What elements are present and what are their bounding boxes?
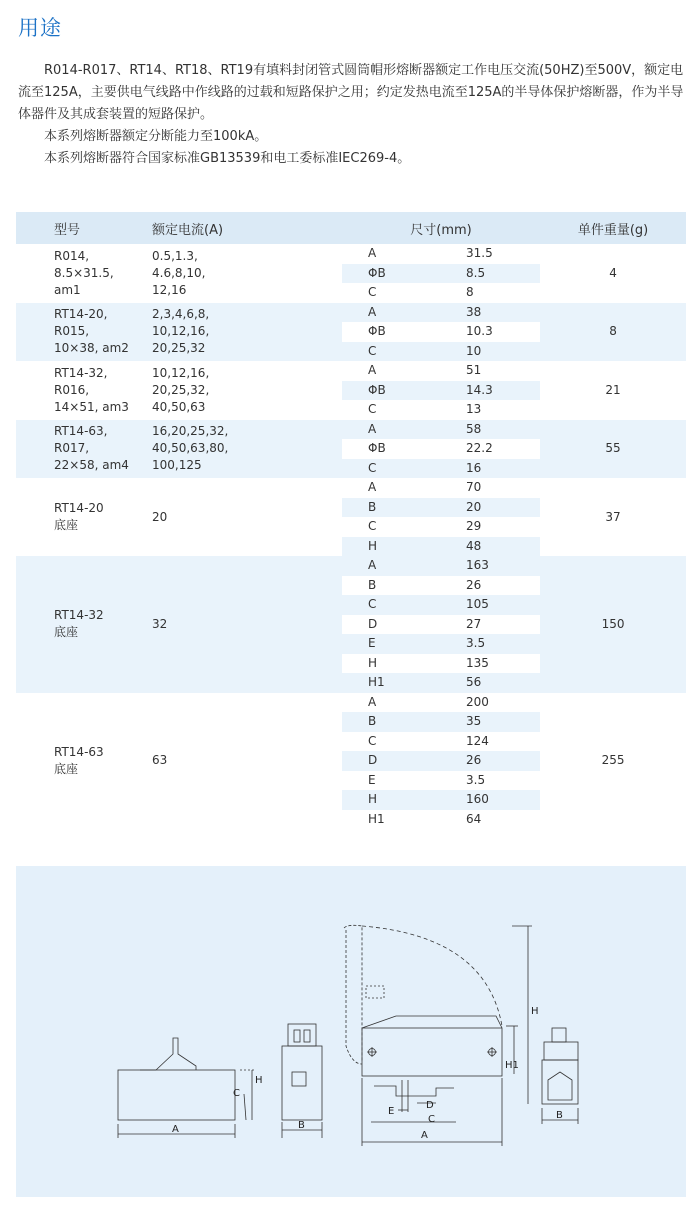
model-line: RT14-32: [54, 608, 104, 623]
current-line: 10,12,16,: [152, 324, 210, 339]
current-cell: [130, 693, 342, 830]
current-cell: [130, 478, 342, 556]
dim-label-cell: A: [342, 556, 438, 576]
current-line: 40,50,63: [152, 399, 206, 414]
dim-label-b-large: B: [556, 1110, 563, 1121]
spec-group: [16, 361, 686, 420]
current-cell: [130, 244, 342, 303]
dim-label-cell: A: [342, 361, 438, 381]
dim-label-cell: ΦB: [342, 322, 438, 342]
model-line: 底座: [54, 625, 79, 640]
spec-group: [16, 478, 686, 556]
current-line: 10,12,16,: [152, 365, 210, 380]
dim-value-cell: 200: [438, 693, 540, 713]
dim-label-cell: E: [342, 771, 438, 791]
table-row: [16, 478, 686, 498]
dim-value-cell: 48: [438, 537, 540, 557]
dim-value-cell: 14.3: [438, 381, 540, 401]
spec-group: [16, 420, 686, 479]
dim-value-cell: 163: [438, 556, 540, 576]
model-cell: [16, 244, 130, 303]
dim-value-cell: 16: [438, 459, 540, 479]
model-line: RT14-20: [54, 501, 104, 515]
current-line: 20: [152, 509, 168, 524]
table-row: [16, 556, 686, 576]
weight-cell: 4: [609, 265, 617, 280]
current-cell: [130, 420, 342, 479]
dim-value-cell: 3.5: [438, 634, 540, 654]
dim-value-cell: 26: [438, 576, 540, 596]
model-line: 10×38, am2: [54, 341, 129, 356]
table-header-row: [16, 212, 686, 244]
dim-value-cell: 70: [438, 478, 540, 498]
weight-cell: 150: [540, 556, 686, 693]
dim-value-cell: 35: [438, 712, 540, 732]
dim-label-h1: H1: [505, 1060, 519, 1071]
dim-value-cell: 38: [438, 303, 540, 323]
dim-label-h: H: [255, 1075, 263, 1086]
model-cell: [16, 693, 130, 830]
table-row: [16, 303, 686, 323]
table-row: [16, 420, 686, 440]
table-row: [16, 693, 686, 713]
model-cell: [16, 478, 130, 556]
dim-label-cell: A: [342, 693, 438, 713]
dim-label-d: D: [426, 1100, 434, 1111]
current-line: 20,25,32,: [152, 382, 210, 397]
dim-value-cell: 56: [438, 673, 540, 693]
dim-value-cell: 8: [438, 283, 540, 303]
dim-label-cell: A: [342, 244, 438, 264]
base-large-front-view: [344, 925, 539, 1146]
dim-label-c-large: C: [428, 1114, 435, 1125]
dim-label-cell: E: [342, 634, 438, 654]
dim-value-cell: 58: [438, 420, 540, 440]
dim-value-cell: 124: [438, 732, 540, 752]
section-title: 用途: [18, 16, 62, 40]
model-line: RT14-63: [54, 744, 104, 759]
model-line: R014,: [54, 248, 90, 263]
model-line: 8.5×31.5,: [54, 265, 114, 280]
model-line: am1: [54, 282, 81, 297]
model-line: R016,: [54, 382, 90, 397]
dim-label-a-large: A: [421, 1130, 428, 1141]
current-line: 20,25,32: [152, 341, 206, 356]
dim-label-cell: H: [342, 790, 438, 810]
dim-label-cell: B: [342, 576, 438, 596]
dim-value-cell: 31.5: [438, 244, 540, 264]
dim-label-cell: H1: [342, 810, 438, 830]
model-line: 底座: [54, 761, 79, 776]
dim-value-cell: 10.3: [438, 322, 540, 342]
model-line: 14×51, am3: [54, 399, 129, 414]
dim-label-cell: ΦB: [342, 381, 438, 401]
dim-label-cell: C: [342, 342, 438, 362]
current-line: 32: [152, 616, 168, 631]
current-cell: [130, 361, 342, 420]
header-current: 额定电流(A): [130, 212, 342, 244]
dim-label-h-large: H: [531, 1006, 539, 1017]
dim-label-cell: B: [342, 712, 438, 732]
header-weight: 单件重量(g): [540, 212, 686, 244]
intro-paragraph: 本系列熔断器额定分断能力至100kA。: [44, 129, 268, 144]
dim-label-cell: D: [342, 751, 438, 771]
dim-label-cell: C: [342, 400, 438, 420]
spec-group: [16, 556, 686, 693]
dim-label-cell: H: [342, 537, 438, 557]
current-line: 100,125: [152, 458, 202, 473]
dim-value-cell: 8.5: [438, 264, 540, 284]
model-line: RT14-63,: [54, 424, 108, 439]
model-cell: [16, 303, 130, 362]
weight-cell: 21: [605, 382, 621, 397]
dim-value-cell: 160: [438, 790, 540, 810]
current-line: 12,16: [152, 282, 187, 297]
model-line: RT14-32,: [54, 365, 108, 380]
model-cell: [16, 420, 130, 479]
spec-group: [16, 303, 686, 362]
dim-label-cell: C: [342, 732, 438, 752]
dim-label-cell: C: [342, 459, 438, 479]
dim-label-cell: H1: [342, 673, 438, 693]
dim-label-c: C: [233, 1088, 240, 1099]
model-line: RT14-20,: [54, 307, 108, 322]
current-line: 2,3,4,6,8,: [152, 307, 210, 322]
model-cell: [16, 556, 130, 693]
dim-label-cell: ΦB: [342, 439, 438, 459]
dim-label-cell: C: [342, 283, 438, 303]
dim-value-cell: 27: [438, 615, 540, 635]
dimension-drawing-panel: [16, 866, 686, 1197]
dim-label-cell: A: [342, 420, 438, 440]
model-cell: [16, 361, 130, 420]
dim-value-cell: 3.5: [438, 771, 540, 791]
current-line: 40,50,63,80,: [152, 441, 229, 456]
intro-paragraph: R014-R017、RT14、RT18、RT19有填料封闭管式圆筒帽形熔断器额定工作电压交流(50HZ)至500V，额定电流至125A，主要供电气线路中作线路的过载和短路保护之用；约定发热电流至125A的半导体保护熔断器，作为半导体器件及其成套装置的短路保护。: [18, 63, 684, 122]
current-cell: [130, 303, 342, 362]
model-line: R015,: [54, 324, 90, 339]
dim-label-cell: C: [342, 595, 438, 615]
dim-label-cell: C: [342, 517, 438, 537]
model-line: 底座: [54, 518, 79, 532]
current-line: 4.6,8,10,: [152, 265, 206, 280]
current-line: 16,20,25,32,: [152, 424, 229, 439]
dim-label-cell: ΦB: [342, 264, 438, 284]
dim-label-e: E: [388, 1106, 395, 1117]
dim-value-cell: 64: [438, 810, 540, 830]
base-front-view: [118, 1038, 263, 1138]
dim-value-cell: 51: [438, 361, 540, 381]
table-row: [16, 361, 686, 381]
dim-value-cell: 13: [438, 400, 540, 420]
base-side-view: [282, 1024, 322, 1138]
spec-table: [16, 212, 686, 829]
current-cell: [130, 556, 342, 693]
dim-value-cell: 29: [438, 517, 540, 537]
weight-cell: 55: [540, 420, 686, 479]
dim-label-cell: A: [342, 478, 438, 498]
dimension-drawings: [16, 866, 686, 1197]
dim-value-cell: 22.2: [438, 439, 540, 459]
header-size: 尺寸(mm): [342, 212, 540, 244]
spec-group: [16, 244, 686, 303]
spec-group: [16, 693, 686, 830]
dim-value-cell: 105: [438, 595, 540, 615]
weight-cell: 255: [601, 753, 625, 768]
weight-cell: 37: [605, 509, 621, 524]
dim-label-cell: A: [342, 303, 438, 323]
header-model: 型号: [16, 212, 130, 244]
intro-text: [18, 60, 686, 170]
current-line: 63: [152, 753, 168, 768]
model-line: R017,: [54, 441, 90, 456]
current-line: 0.5,1.3,: [152, 248, 198, 263]
model-line: 22×58, am4: [54, 458, 129, 473]
dim-label-cell: B: [342, 498, 438, 518]
dim-value-cell: 26: [438, 751, 540, 771]
dim-label-b: B: [298, 1120, 305, 1131]
dim-value-cell: 20: [438, 498, 540, 518]
dim-label-cell: D: [342, 615, 438, 635]
dim-value-cell: 10: [438, 342, 540, 362]
base-large-side-view: [542, 1028, 578, 1124]
intro-paragraph: 本系列熔断器符合国家标准GB13539和电工委标准IEC269-4。: [44, 151, 411, 166]
table-row: [16, 244, 686, 264]
dim-value-cell: 135: [438, 654, 540, 674]
dim-label-a: A: [172, 1124, 179, 1135]
dim-label-cell: H: [342, 654, 438, 674]
weight-cell: 8: [540, 303, 686, 362]
